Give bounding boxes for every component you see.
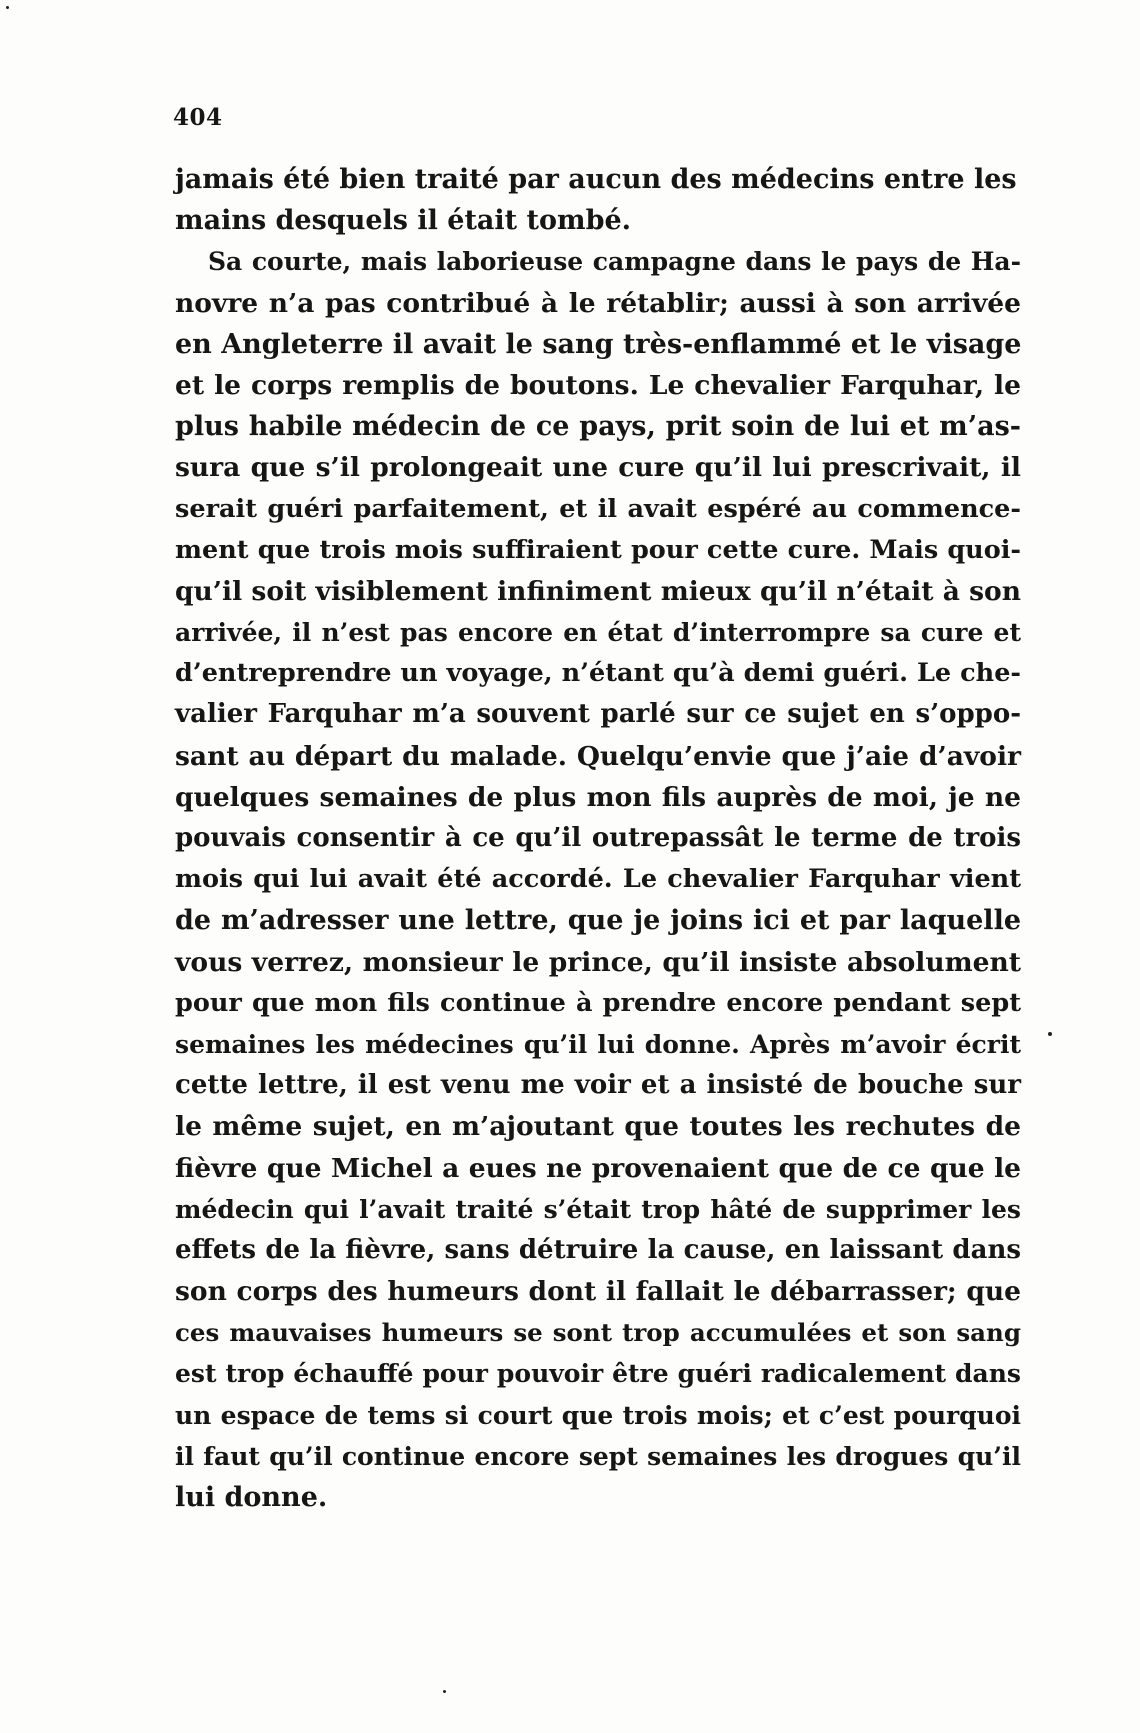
scan-speck	[1048, 1032, 1052, 1036]
text-line: un espace de tems si court que trois mois; et c’est pourquoi	[175, 1400, 1021, 1430]
text-line: sura que s’il prolongeait une cure qu’il lui prescrivait, il	[175, 452, 1021, 484]
text-line: le même sujet, en m’ajoutant que toutes les rechutes de	[175, 1111, 1021, 1143]
text-line: quelques semaines de plus mon fils auprès de moi, je ne	[175, 781, 1021, 813]
text-line: mains desquels il était tombé.	[175, 205, 632, 237]
text-line: fièvre que Michel a eues ne provenaient que de ce que le	[175, 1152, 1021, 1184]
text-line: arrivée, il n’est pas encore en état d’interrompre sa cure et	[175, 618, 1021, 648]
text-line: de m’adresser une lettre, que je joins ici et par laquelle	[175, 905, 1021, 937]
body-text	[175, 159, 1021, 1518]
text-line: serait guéri parfaitement, et il avait espéré au commence-	[175, 493, 1021, 524]
text-line: il faut qu’il continue encore sept semaines les drogues qu’il	[175, 1441, 1021, 1471]
text-line: pour que mon fils continue à prendre encore pendant sept	[175, 987, 1021, 1018]
text-line: semaines les médecines qu’il lui donne. Après m’avoir écrit	[175, 1029, 1021, 1059]
text-line: qu’il soit visiblement infiniment mieux qu’il n’était à son	[175, 575, 1021, 607]
text-line: ment que trois mois suffiraient pour cette cure. Mais quoi-	[175, 534, 1021, 565]
text-line: sant au départ du malade. Quelqu’envie que j’aie d’avoir	[175, 740, 1021, 772]
text-line: en Angleterre il avait le sang très-enflammé et le visage	[175, 328, 1022, 360]
text-line: cette lettre, il est venu me voir et a insisté de bouche sur	[175, 1070, 1021, 1101]
text-line: jamais été bien traité par aucun des médecins entre les	[175, 164, 1017, 195]
text-line: valier Farquhar m’a souvent parlé sur ce sujet en s’oppo-	[175, 699, 1021, 730]
scan-speck	[6, 6, 9, 9]
text-line: vous verrez, monsieur le prince, qu’il insiste absolument	[175, 946, 1021, 978]
text-line: Sa courte, mais laborieuse campagne dans le pays de Ha-	[208, 247, 1021, 277]
text-line: lui donne.	[175, 1482, 328, 1513]
text-line: médecin qui l’avait traité s’était trop hâté de supprimer les	[175, 1194, 1021, 1224]
text-line: son corps des humeurs dont il fallait le débarrasser; que	[175, 1276, 1021, 1308]
text-line: d’entreprendre un voyage, n’étant qu’à demi guéri. Le che-	[175, 658, 1021, 689]
text-line: est trop échauffé pour pouvoir être guéri radicalement dans	[175, 1359, 1021, 1389]
page-number: 404	[173, 104, 223, 131]
text-line: effets de la fièvre, sans détruire la cause, en laissant dans	[175, 1234, 1021, 1265]
text-line: ces mauvaises humeurs se sont trop accumulées et son sang	[175, 1318, 1021, 1348]
scan-speck	[443, 1690, 446, 1693]
text-line: mois qui lui avait été accordé. Le chevalier Farquhar vient	[175, 864, 1021, 895]
text-line: pouvais consentir à ce qu’il outrepassât le terme de trois	[175, 823, 1021, 853]
text-line: plus habile médecin de ce pays, prit soin de lui et m’as-	[175, 411, 1021, 443]
text-line: et le corps remplis de boutons. Le chevalier Farquhar, le	[175, 369, 1021, 401]
text-line: novre n’a pas contribué à le rétablir; aussi à son arrivée	[175, 287, 1021, 319]
